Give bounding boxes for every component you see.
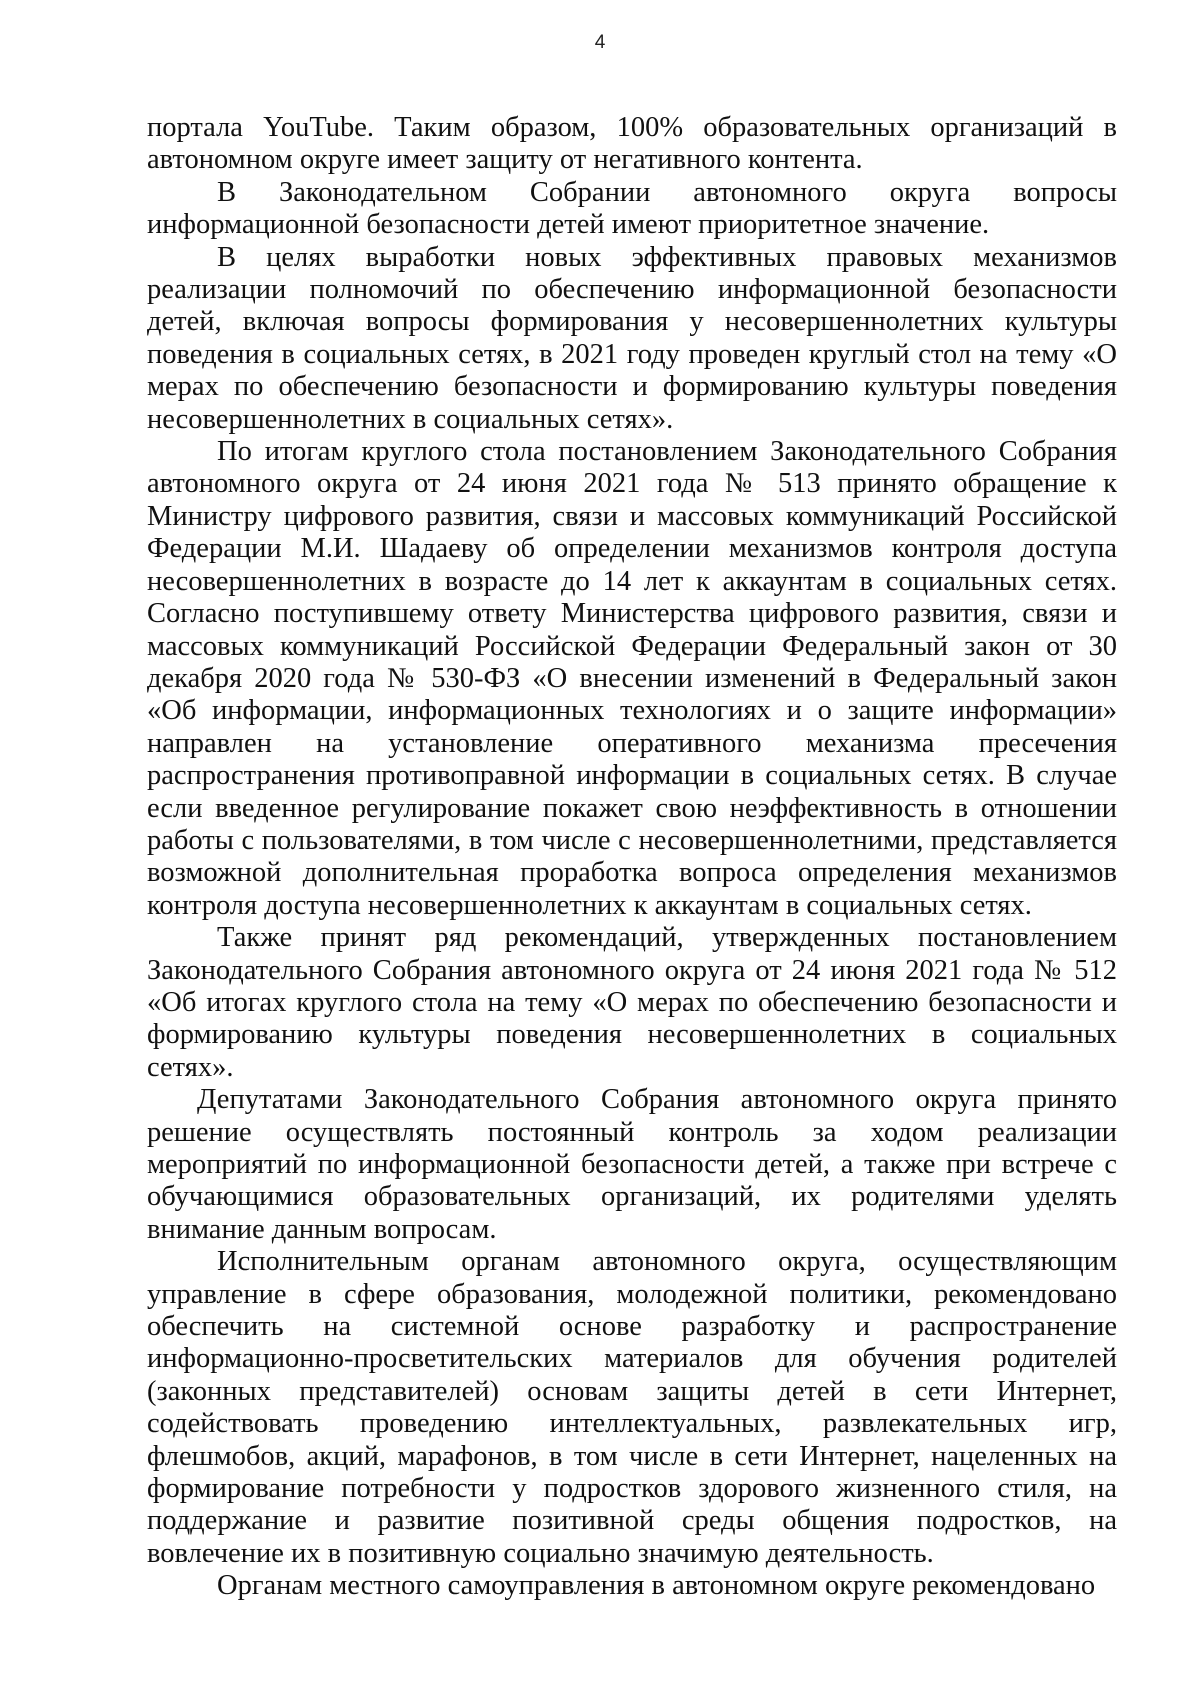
paragraph-resolution-513: По итогам круглого стола постановлением Законодательного Собрания автономного округа от 24 июня 2021 года № 513 принято обращение к Министру цифрового развития, связи и массовых коммуникаций Российской Федерации М.И. Шадаеву об определении механизмов контроля доступа несовершеннолетних в возрасте до 14 лет к аккаунтам в социальных сетях. Согласно поступившему ответу Министерства цифрового развития, связи и массовых коммуникаций Российской Федерации Федеральный закон от 30 декабря 2020 года № 530-ФЗ «О внесении изменений в Федеральный закон «Об информации, информационных технологиях и о защите информации» направлен на установление оперативного механизма пресечения распространения противоправной информации в социальных сетях. В случае если введенное регулирование покажет свою неэффективность в отношении работы с пользователями, в том числе с несовершеннолетними, представляется возможной дополнительная проработка вопроса определения механизмов контроля доступа несовершеннолетних к аккаунтам в социальных сетях. — [147, 436, 1117, 921]
paragraph-legislative-priority: В Законодательном Собрании автономного округа вопросы информационной безопасности детей имеют приоритетное значение. — [147, 176, 1117, 241]
page-number: 4 — [594, 32, 606, 53]
document-body — [147, 112, 1117, 1603]
paragraph-local-government: Органам местного самоуправления в автономном округе рекомендовано — [217, 1570, 1096, 1602]
paragraph-resolution-512: Также принят ряд рекомендаций, утвержденных постановлением Законодательного Собрания автономного округа от 24 июня 2021 года № 512 «Об итогах круглого стола на тему «О мерах по обеспечению безопасности и формированию культуры поведения несовершеннолетних в социальных сетях». — [147, 922, 1117, 1083]
paragraph-youtube-protection: портала YouTube. Таким образом, 100% образовательных организаций в автономном округе имеет защиту от негативного контента. — [147, 112, 1117, 176]
paragraph-deputies-decision: Депутатами Законодательного Собрания автономного округа принято решение осуществлять постоянный контроль за ходом реализации мероприятий по информационной безопасности детей, а также при встрече с обучающимися образовательных организаций, их родителями уделять внимание данным вопросам. — [147, 1084, 1117, 1245]
paragraph-executive-bodies: Исполнительным органам автономного округа, осуществляющим управление в сфере образования, молодежной политики, рекомендовано обеспечить на системной основе разработку и распространение информационно-просветительских материалов для обучения родителей (законных представителей) основам защиты детей в сети Интернет, содействовать проведению интеллектуальных, развлекательных игр, флешмобов, акций, марафонов, в том числе в сети Интернет, нацеленных на формирование потребности у подростков здорового жизненного стиля, на поддержание и развитие позитивной среды общения подростков, на вовлечение их в позитивную социально значимую деятельность. — [147, 1246, 1117, 1569]
paragraph-round-table: В целях выработки новых эффективных правовых механизмов реализации полномочий по обеспечению информационной безопасности детей, включая вопросы формирования у несовершеннолетних культуры поведения в социальных сетях, в 2021 году проведен круглый стол на тему «О мерах по обеспечению безопасности и формированию культуры поведения несовершеннолетних в социальных сетях». — [147, 241, 1117, 435]
